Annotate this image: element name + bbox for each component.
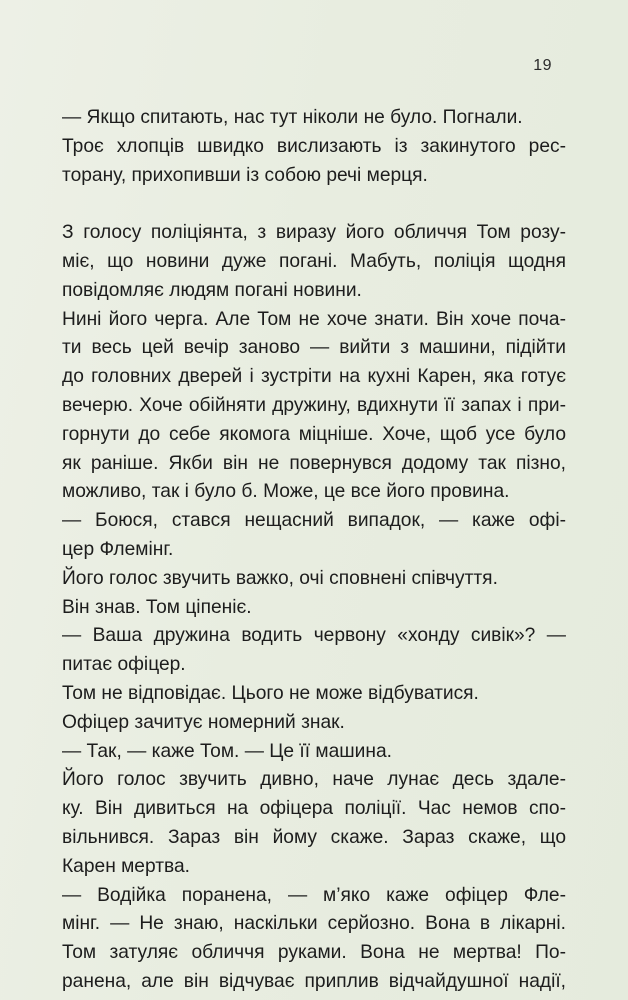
text-line: вечерю. Хоче обійняти дружину, вдихнути її запах і при- <box>62 394 566 416</box>
text-line: — Водійка поранена, — м’яко каже офіцер Фле- <box>62 884 566 906</box>
text-line: цер Флемінг. <box>62 538 174 560</box>
text-line: — Ваша дружина водить червону «хонду сивік»? — <box>62 625 566 647</box>
text-line: Його голос звучить дивно, наче лунає десь здале- <box>62 769 566 791</box>
text-line: — Так, — каже Том. — Це її машина. <box>62 740 392 762</box>
text-line: Том не відповідає. Цього не може відбуватися. <box>62 682 479 704</box>
text-line: — Якщо спитають, нас тут ніколи не було. Погнали. <box>62 107 523 128</box>
text-line: ранена, але він відчуває приплив відчайдушної надії, <box>62 970 566 992</box>
text-line: вільнився. Зараз він йому скаже. Зараз скаже, що <box>62 826 566 848</box>
text-line: Том затуляє обличчя руками. Вона не мертва! По- <box>62 942 566 964</box>
page-number: 19 <box>533 57 552 74</box>
text-line: Троє хлопців швидко вислизають із закинутого рес- <box>62 135 566 157</box>
text-line: як раніше. Якби він не повернувся додому так пізно, <box>62 452 566 474</box>
paragraph-gap <box>62 190 566 219</box>
text-line: — Боюся, стався нещасний випадок, — каже офі- <box>62 510 566 532</box>
text-line: Карен мертва. <box>62 855 190 877</box>
text-line: ку. Він дивиться на офіцера поліції. Час немов спо- <box>62 798 566 820</box>
text-line: міє, що новини дуже погані. Мабуть, поліція щодня <box>62 250 566 272</box>
text-line: повідомляє людям погані новини. <box>62 279 362 301</box>
text-line: питає офіцер. <box>62 654 186 676</box>
text-line: Нині його черга. Але Том не хоче знати. Він хоче поча- <box>62 308 566 330</box>
text-line: торану, прихопивши із собою речі мерця. <box>62 164 428 186</box>
text-line: мінг. — Не знаю, наскільки серйозно. Вона в лікарні. <box>62 913 566 935</box>
text-line: З голосу поліціянта, з виразу його обличчя Том розу- <box>62 222 566 244</box>
body-text <box>62 104 566 997</box>
text-line: горнути до себе якомога міцніше. Хоче, щоб усе було <box>62 423 566 445</box>
text-line: Він знав. Том ціпеніє. <box>62 596 252 618</box>
text-line: ти весь цей вечір заново — вийти з машини, підійти <box>62 337 566 359</box>
text-line: Його голос звучить важко, очі сповнені співчуття. <box>62 567 498 589</box>
text-line: можливо, так і було б. Може, це все його провина. <box>62 481 510 503</box>
text-line: Офіцер зачитує номерний знак. <box>62 711 345 733</box>
text-line: до головних дверей і зустріти на кухні Карен, яка готує <box>62 366 566 388</box>
